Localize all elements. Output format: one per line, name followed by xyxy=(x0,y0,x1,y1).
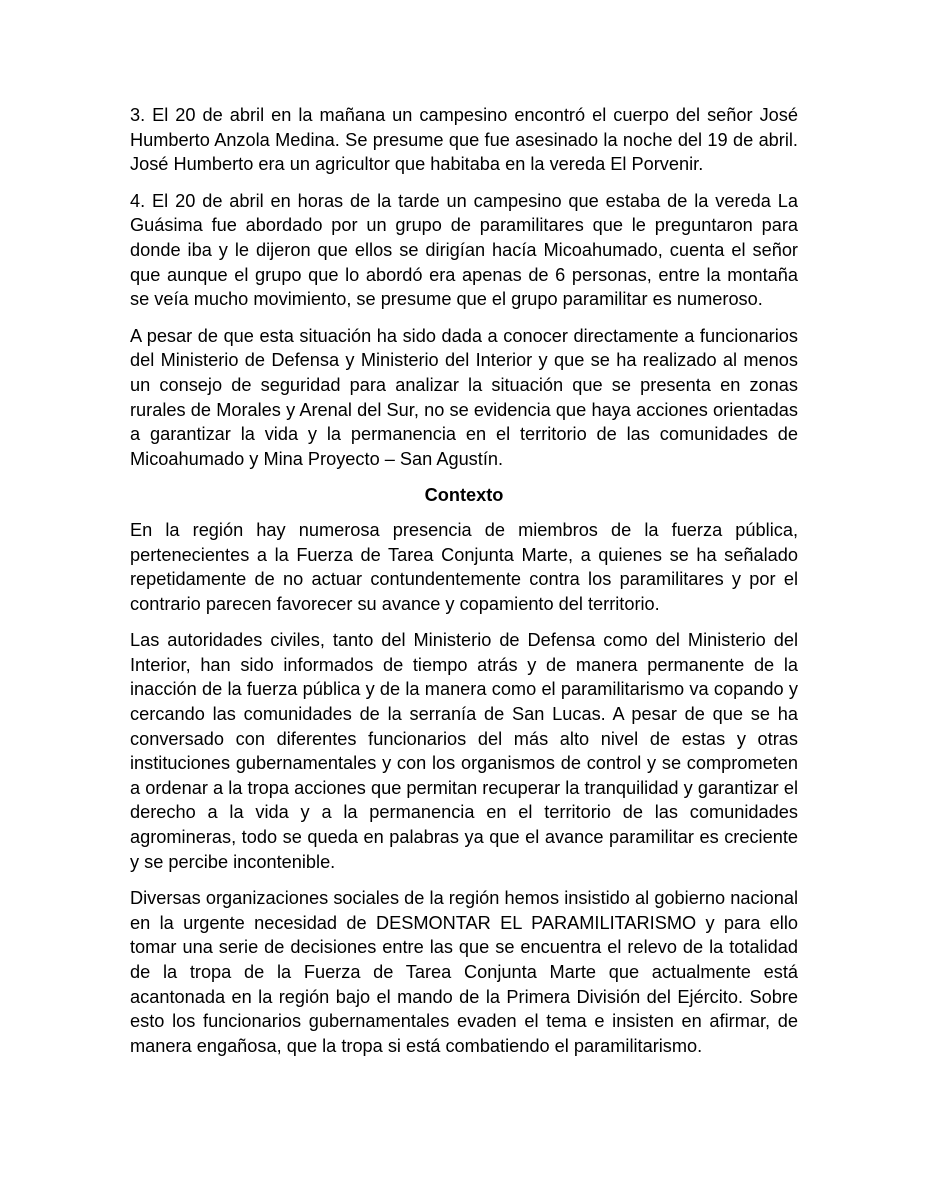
paragraph-item-3: 3. El 20 de abril en la mañana un campesino encontró el cuerpo del señor José Humberto Anzola Medina. Se presume que fue asesinado la noche del 19 de abril. José Humberto era un agricultor que habitaba en la vereda El Porvenir. xyxy=(130,105,798,175)
paragraph-context-2: Las autoridades civiles, tanto del Ministerio de Defensa como del Ministerio del Interior, han sido informados de tiempo atrás y de manera permanente de la inacción de la fuerza pública y de la manera como el paramilitarismo va copando y cercando las comunidades de la serranía de San Lucas. A pesar de que se ha conversado con diferentes funcionarios del más alto nivel de estas y otras instituciones gubernamentales y con los organismos de control y se comprometen a ordenar a la tropa acciones que permitan recuperar la tranquilidad y garantizar el derecho a la vida y a la permanencia en el territorio de las comunidades agromineras, todo se queda en palabras ya que el avance paramilitar es creciente y se percibe incontenible. xyxy=(130,630,798,872)
section-heading-contexto: Contexto xyxy=(424,485,504,506)
paragraph-context-1: En la región hay numerosa presencia de miembros de la fuerza pública, pertenecientes a la Fuerza de Tarea Conjunta Marte, a quienes se ha señalado repetidamente de no actuar contundentemente contra los paramilitares y por el contrario parecen favorecer su avance y copamiento del territorio. xyxy=(130,519,798,614)
document-page xyxy=(130,103,798,1070)
paragraph-item-4: 4. El 20 de abril en horas de la tarde un campesino que estaba de la vereda La Guásima fue abordado por un grupo de paramilitares que le preguntaron para donde iba y le dijeron que ellos se dirigían hacía Micoahumado, cuenta el señor que aunque el grupo que lo abordó era apenas de 6 personas, entre la montaña se veía mucho movimiento, se presume que el grupo paramilitar es numeroso. xyxy=(130,190,798,310)
paragraph-context-3: Diversas organizaciones sociales de la región hemos insistido al gobierno nacional en la urgente necesidad de DESMONTAR EL PARAMILITARISMO y para ello tomar una serie de decisiones entre las que se encuentra el relevo de la totalidad de la tropa de la Fuerza de Tarea Conjunta Marte que actualmente está acantonada en la región bajo el mando de la Primera División del Ejército. Sobre esto los funcionarios gubernamentales evaden el tema e insisten en afirmar, de manera engañosa, que la tropa si está combatiendo el paramilitarismo. xyxy=(130,888,798,1056)
paragraph-situation: A pesar de que esta situación ha sido dada a conocer directamente a funcionarios del Ministerio de Defensa y Ministerio del Interior y que se ha realizado al menos un consejo de seguridad para analizar la situación que se presenta en zonas rurales de Morales y Arenal del Sur, no se evidencia que haya acciones orientadas a garantizar la vida y la permanencia en el territorio de las comunidades de Micoahumado y Mina Proyecto – San Agustín. xyxy=(130,325,798,469)
